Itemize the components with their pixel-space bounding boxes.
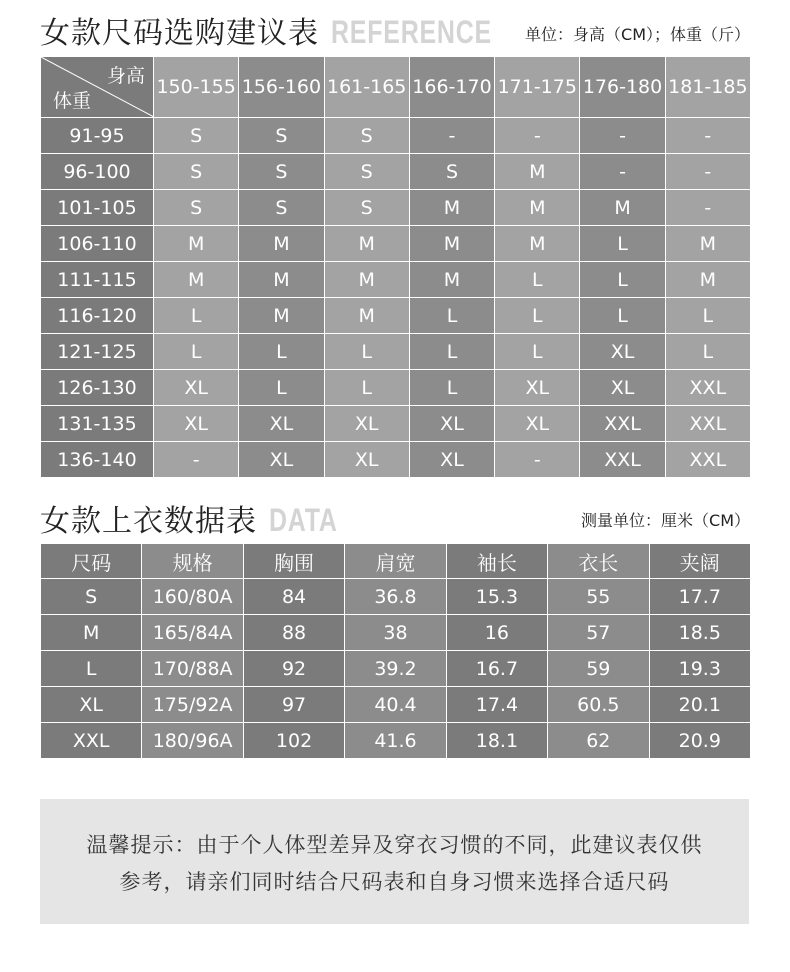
garment-cell: 160/80A xyxy=(142,579,243,615)
size-cell: L xyxy=(409,298,494,334)
size-cell: S xyxy=(154,190,239,226)
size-cell: XL xyxy=(324,442,409,478)
garment-cell: 84 xyxy=(243,579,344,615)
garment-cell: 18.1 xyxy=(446,723,547,759)
size-cell: L xyxy=(154,334,239,370)
size-cell: M xyxy=(239,298,324,334)
size-cell: S xyxy=(239,190,324,226)
garment-cell: 55 xyxy=(548,579,649,615)
size-cell: S xyxy=(239,154,324,190)
size-cell: - xyxy=(665,154,750,190)
size-cell: M xyxy=(239,226,324,262)
table-row xyxy=(41,651,751,687)
size-cell: XL xyxy=(154,370,239,406)
size-reference-unit-note: 单位：身高（CM）；体重（斤） xyxy=(525,25,750,44)
size-cell: - xyxy=(665,190,750,226)
garment-cell: 17.4 xyxy=(446,687,547,723)
garment-cell: 39.2 xyxy=(345,651,446,687)
size-cell: L xyxy=(324,370,409,406)
garment-cell: XXL xyxy=(41,723,142,759)
garment-cell: 102 xyxy=(243,723,344,759)
size-cell: M xyxy=(324,226,409,262)
garment-header-cell: 肩宽 xyxy=(345,544,446,579)
table-row xyxy=(41,723,751,759)
garment-cell: L xyxy=(41,651,142,687)
weight-range-cell: 126-130 xyxy=(41,370,154,406)
size-cell: L xyxy=(580,298,665,334)
size-cell: M xyxy=(154,262,239,298)
weight-range-cell: 111-115 xyxy=(41,262,154,298)
garment-cell: 60.5 xyxy=(548,687,649,723)
size-cell: M xyxy=(665,262,750,298)
size-cell: S xyxy=(324,154,409,190)
size-reference-title-en: REFERENCE xyxy=(331,14,492,50)
garment-header-cell: 尺码 xyxy=(41,544,142,579)
weight-range-cell: 121-125 xyxy=(41,334,154,370)
size-cell: XXL xyxy=(665,406,750,442)
garment-cell: 62 xyxy=(548,723,649,759)
size-cell: - xyxy=(409,118,494,154)
size-cell: S xyxy=(154,118,239,154)
size-cell: XL xyxy=(239,406,324,442)
garment-data-heading xyxy=(40,496,357,540)
size-cell: XL xyxy=(580,334,665,370)
size-cell: XXL xyxy=(580,442,665,478)
size-cell: L xyxy=(495,334,580,370)
table-row xyxy=(41,334,751,370)
garment-cell: 97 xyxy=(243,687,344,723)
garment-header-row xyxy=(41,544,751,579)
size-cell: XL xyxy=(324,406,409,442)
size-cell: XL xyxy=(154,406,239,442)
weight-range-cell: 101-105 xyxy=(41,190,154,226)
size-cell: L xyxy=(154,298,239,334)
tip-line-2: 参考，请亲们同时结合尺码表和自身习惯来选择合适尺码 xyxy=(119,870,670,894)
size-cell: XXL xyxy=(580,406,665,442)
size-cell: - xyxy=(580,154,665,190)
size-cell: M xyxy=(409,190,494,226)
size-cell: XL xyxy=(239,442,324,478)
table-row xyxy=(41,154,751,190)
size-cell: L xyxy=(239,370,324,406)
garment-cell: M xyxy=(41,615,142,651)
garment-cell: 40.4 xyxy=(345,687,446,723)
size-cell: - xyxy=(154,442,239,478)
garment-cell: 20.1 xyxy=(649,687,750,723)
garment-cell: 15.3 xyxy=(446,579,547,615)
size-reference-heading xyxy=(40,8,537,52)
tip-line-1: 温馨提示：由于个人体型差异及穿衣习惯的不同，此建议表仅供 xyxy=(86,833,703,857)
size-cell: L xyxy=(495,298,580,334)
garment-cell: 20.9 xyxy=(649,723,750,759)
garment-data-title-en: DATA xyxy=(269,502,338,538)
size-cell: - xyxy=(665,118,750,154)
size-cell: M xyxy=(580,190,665,226)
size-cell: L xyxy=(665,298,750,334)
table-row xyxy=(41,615,751,651)
size-cell: XXL xyxy=(665,370,750,406)
garment-cell: 170/88A xyxy=(142,651,243,687)
size-cell: XXL xyxy=(665,442,750,478)
size-cell: M xyxy=(324,298,409,334)
garment-cell: 92 xyxy=(243,651,344,687)
height-range-header: 176-180 xyxy=(580,57,665,118)
size-cell: M xyxy=(239,262,324,298)
size-cell: L xyxy=(409,370,494,406)
garment-cell: 59 xyxy=(548,651,649,687)
garment-data-table xyxy=(40,543,751,759)
height-range-header: 150-155 xyxy=(154,57,239,118)
size-cell: M xyxy=(495,226,580,262)
table-row xyxy=(41,262,751,298)
garment-cell: 19.3 xyxy=(649,651,750,687)
garment-data-title: 女款上衣数据表 xyxy=(40,504,257,539)
size-cell: S xyxy=(324,118,409,154)
size-cell: L xyxy=(409,334,494,370)
garment-cell: 165/84A xyxy=(142,615,243,651)
garment-cell: 18.5 xyxy=(649,615,750,651)
garment-header-cell: 袖长 xyxy=(446,544,547,579)
table-row xyxy=(41,579,751,615)
garment-cell: 175/92A xyxy=(142,687,243,723)
size-cell: - xyxy=(580,118,665,154)
size-reference-title: 女款尺码选购建议表 xyxy=(40,16,319,51)
table-row xyxy=(41,226,751,262)
weight-range-cell: 91-95 xyxy=(41,118,154,154)
size-reference-table xyxy=(40,56,751,478)
corner-weight-label: 体重 xyxy=(53,90,92,112)
weight-range-cell: 96-100 xyxy=(41,154,154,190)
size-cell: L xyxy=(580,262,665,298)
garment-cell: 88 xyxy=(243,615,344,651)
height-range-header: 166-170 xyxy=(409,57,494,118)
size-cell: L xyxy=(580,226,665,262)
table-row xyxy=(41,442,751,478)
garment-header-cell: 规格 xyxy=(142,544,243,579)
size-cell: XL xyxy=(409,406,494,442)
size-cell: M xyxy=(495,190,580,226)
weight-range-cell: 116-120 xyxy=(41,298,154,334)
size-cell: XL xyxy=(495,406,580,442)
size-cell: L xyxy=(324,334,409,370)
size-cell: M xyxy=(495,154,580,190)
corner-cell xyxy=(41,57,154,118)
height-range-header: 181-185 xyxy=(665,57,750,118)
size-cell: XL xyxy=(409,442,494,478)
garment-cell: 38 xyxy=(345,615,446,651)
weight-range-cell: 136-140 xyxy=(41,442,154,478)
table-row xyxy=(41,298,751,334)
table-row xyxy=(41,118,751,154)
size-cell: - xyxy=(495,118,580,154)
garment-header-cell: 夹阔 xyxy=(649,544,750,579)
size-cell: M xyxy=(324,262,409,298)
size-cell: S xyxy=(239,118,324,154)
size-cell: S xyxy=(324,190,409,226)
size-cell: S xyxy=(154,154,239,190)
size-cell: M xyxy=(409,262,494,298)
size-reference-header-row xyxy=(41,57,751,118)
garment-cell: 16 xyxy=(446,615,547,651)
size-cell: L xyxy=(495,262,580,298)
garment-cell: 180/96A xyxy=(142,723,243,759)
garment-header-cell: 衣长 xyxy=(548,544,649,579)
tip-box xyxy=(40,799,749,924)
weight-range-cell: 131-135 xyxy=(41,406,154,442)
height-range-header: 161-165 xyxy=(324,57,409,118)
size-cell: S xyxy=(409,154,494,190)
garment-cell: 41.6 xyxy=(345,723,446,759)
size-cell: XL xyxy=(495,370,580,406)
weight-range-cell: 106-110 xyxy=(41,226,154,262)
size-cell: L xyxy=(239,334,324,370)
size-cell: M xyxy=(409,226,494,262)
garment-header-cell: 胸围 xyxy=(243,544,344,579)
height-range-header: 156-160 xyxy=(239,57,324,118)
table-row xyxy=(41,370,751,406)
garment-cell: S xyxy=(41,579,142,615)
table-row xyxy=(41,687,751,723)
size-cell: M xyxy=(665,226,750,262)
table-row xyxy=(41,190,751,226)
size-cell: L xyxy=(665,334,750,370)
garment-cell: XL xyxy=(41,687,142,723)
garment-data-unit-note: 测量单位：厘米（CM） xyxy=(581,511,750,530)
size-cell: M xyxy=(154,226,239,262)
size-cell: XL xyxy=(580,370,665,406)
garment-cell: 17.7 xyxy=(649,579,750,615)
table-row xyxy=(41,406,751,442)
corner-height-label: 身高 xyxy=(106,65,145,87)
height-range-header: 171-175 xyxy=(495,57,580,118)
size-cell: - xyxy=(495,442,580,478)
garment-cell: 57 xyxy=(548,615,649,651)
garment-cell: 16.7 xyxy=(446,651,547,687)
garment-cell: 36.8 xyxy=(345,579,446,615)
